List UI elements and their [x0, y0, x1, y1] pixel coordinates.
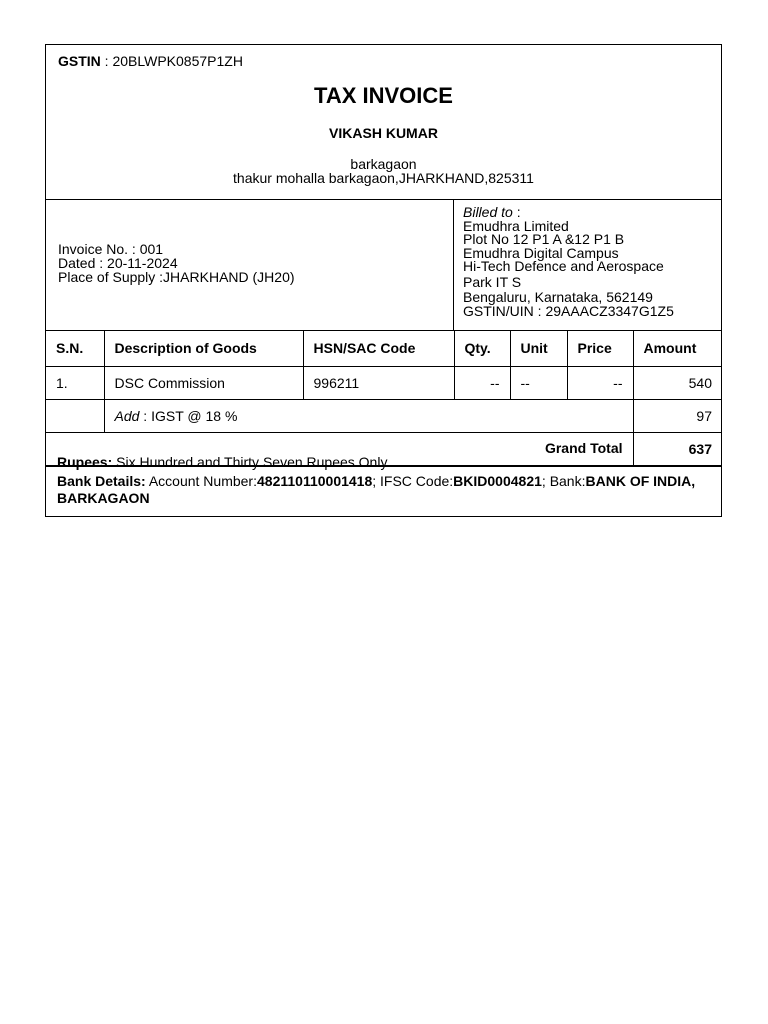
buyer-address-line: Park IT S	[463, 273, 522, 290]
column-header-qty: Qty.	[454, 331, 510, 366]
invoice-number: Invoice No. : 001	[58, 241, 164, 257]
bank-name: BANK OF INDIA, BARKAGAON	[57, 472, 696, 506]
tax-text: IGST @ 18 %	[151, 407, 238, 424]
rupees-label: Rupees:	[57, 453, 113, 470]
column-header-unit: Unit	[510, 331, 567, 366]
buyer-address-line: Bengaluru, Karnataka, 562149	[463, 289, 653, 305]
cell-hsn: 996211	[303, 366, 454, 399]
billed-to-heading: Billed to :	[463, 204, 521, 220]
tax-add-label: Add	[114, 407, 140, 424]
cell-price: --	[567, 366, 633, 399]
gstin-label: GSTIN	[58, 53, 101, 69]
seller-name: VIKASH KUMAR	[329, 125, 438, 141]
tax-invoice	[45, 44, 722, 517]
buyer-name: Emudhra Limited	[463, 217, 569, 234]
table-row	[46, 366, 722, 399]
ifsc-code: BKID0004821	[453, 472, 542, 489]
bank-label: Bank:	[549, 472, 586, 489]
account-number-label: Account Number:	[148, 472, 257, 489]
column-header-amount: Amount	[633, 331, 722, 366]
amount-in-words-cell	[46, 432, 633, 470]
tax-description: Add : IGST @ 18 %	[104, 399, 633, 432]
account-number: 482110110001418	[257, 472, 373, 489]
cell-sn: 1.	[46, 366, 104, 399]
column-header-hsn: HSN/SAC Code	[303, 331, 454, 366]
tax-row	[46, 399, 722, 432]
amount-in-words	[57, 454, 387, 470]
invoice-info-section	[46, 200, 721, 331]
billed-to-label: Billed to	[463, 204, 513, 220]
seller-gstin: GSTIN : 20BLWPK0857P1ZH	[58, 53, 243, 69]
invoice-details	[58, 242, 295, 284]
bank-details: Bank Details: Account Number:482110110001418; IFSC Code:BKID0004821; Bank:BANK OF INDIA, BARKAGAON	[46, 466, 721, 516]
invoice-date: Dated : 20-11-2024	[58, 255, 178, 271]
billed-to-panel	[453, 200, 722, 330]
cell-amount: 540	[633, 366, 722, 399]
ifsc-label: IFSC Code:	[380, 472, 454, 489]
billed-to-block	[463, 206, 674, 318]
table-header-row	[46, 331, 722, 366]
bank-details-label: Bank Details:	[57, 472, 146, 489]
rupees-words: Six Hundred and Thirty Seven Rupees Only	[116, 453, 388, 470]
grand-total-row	[46, 432, 722, 465]
buyer-address-line: Hi-Tech Defence and Aerospace	[463, 258, 664, 274]
gstin-value: 20BLWPK0857P1ZH	[112, 53, 243, 69]
grand-total-value: 637	[633, 432, 722, 465]
cell-qty: --	[454, 366, 510, 399]
seller-address-line: barkagaon	[350, 156, 417, 172]
cell-unit: --	[510, 366, 567, 399]
invoice-header	[46, 45, 721, 200]
place-of-supply: Place of Supply :JHARKHAND (JH20)	[58, 269, 295, 285]
column-header-sn: S.N.	[46, 331, 104, 366]
invoice-title: TAX INVOICE	[314, 83, 453, 108]
tax-empty-cell	[46, 399, 104, 432]
column-header-price: Price	[567, 331, 633, 366]
buyer-gstin: GSTIN/UIN : 29AAACZ3347G1Z5	[463, 302, 674, 319]
grand-total-label: Grand Total	[544, 439, 623, 456]
buyer-address-line: Emudhra Digital Campus	[463, 244, 619, 261]
column-header-description: Description of Goods	[104, 331, 303, 366]
seller-address-line: thakur mohalla barkagaon,JHARKHAND,825311	[233, 170, 534, 186]
items-table	[46, 331, 722, 470]
buyer-address-line: Plot No 12 P1 A &12 P1 B	[463, 231, 625, 247]
tax-amount: 97	[633, 399, 722, 432]
cell-description: DSC Commission	[104, 366, 303, 399]
seller-address	[46, 157, 721, 185]
